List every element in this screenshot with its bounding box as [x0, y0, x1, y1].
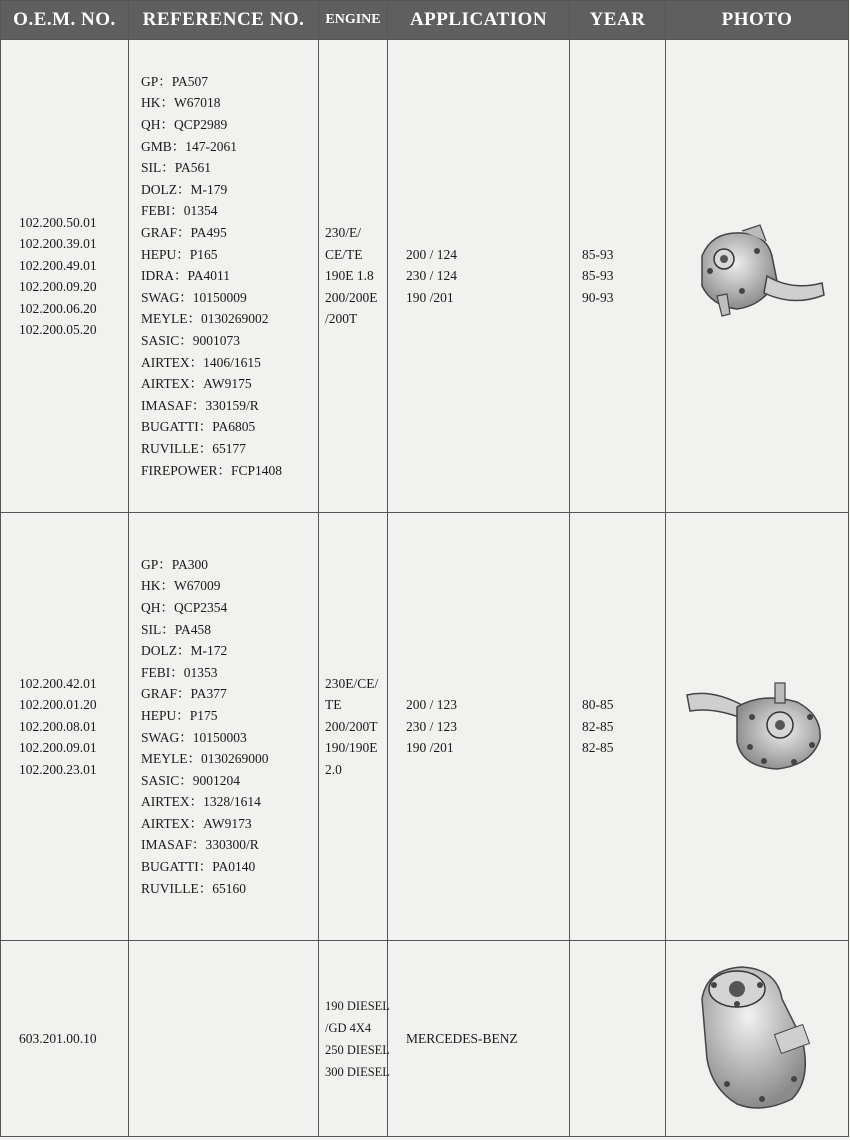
application-cell [388, 941, 570, 1137]
year-range: 82-85 [582, 740, 614, 756]
year-range: 80-85 [582, 697, 614, 713]
reference-number: RUVILLE：65160 [141, 880, 246, 896]
table-row [1, 513, 849, 941]
reference-number: HK：W67018 [141, 95, 221, 111]
reference-number: SIL：PA561 [141, 160, 212, 176]
reference-number: AIRTEX：1406/1615 [141, 354, 261, 370]
reference-number: QH：QCP2354 [141, 599, 228, 615]
header-oem: O.E.M. NO. [1, 1, 129, 40]
header-engine: ENGINE [319, 1, 388, 40]
header-photo: PHOTO [666, 1, 849, 40]
application-cell [388, 513, 570, 941]
reference-number: GRAF：PA377 [141, 686, 227, 702]
reference-number: AIRTEX：AW9175 [141, 376, 252, 392]
table-row [1, 941, 849, 1137]
oem-number: 102.200.23.01 [19, 761, 97, 777]
oem-number: 102.200.06.20 [19, 300, 97, 316]
water-pump-icon [682, 221, 832, 331]
reference-number: FEBI：01354 [141, 203, 218, 219]
oem-number: 102.200.42.01 [19, 675, 97, 691]
engine-line: 200/200E [325, 289, 378, 305]
oem-cell [1, 941, 129, 1137]
engine-line: 300 DIESEL [325, 1064, 390, 1079]
photo-cell [666, 513, 849, 941]
application-line: 190 /201 [406, 740, 454, 756]
reference-number: BUGATTI：PA0140 [141, 859, 256, 875]
oem-number: 102.200.08.01 [19, 718, 97, 734]
water-pump-icon [682, 959, 832, 1119]
year-cell [570, 40, 666, 513]
reference-number: FIREPOWER：FCP1408 [141, 462, 283, 478]
reference-number: DOLZ：M-179 [141, 181, 228, 197]
oem-number: 603.201.00.10 [19, 1030, 97, 1046]
application-line: 200 / 124 [406, 246, 458, 262]
oem-cell [1, 513, 129, 941]
engine-cell [319, 941, 388, 1137]
application-line: MERCEDES-BENZ [406, 1030, 518, 1046]
reference-number: FEBI：01353 [141, 664, 218, 680]
reference-number: IMASAF：330159/R [141, 397, 259, 413]
reference-number: GMB：147-2061 [141, 138, 238, 154]
engine-line: 230E/CE/ [325, 675, 379, 691]
table-row [1, 40, 849, 513]
engine-line: 190/190E [325, 740, 378, 756]
photo-cell [666, 40, 849, 513]
oem-number: 102.200.01.20 [19, 697, 97, 713]
engine-line: TE [325, 697, 342, 713]
reference-number: AIRTEX：1328/1614 [141, 794, 261, 810]
reference-number: SIL：PA458 [141, 621, 212, 637]
header-application: APPLICATION [388, 1, 570, 40]
oem-number: 102.200.50.01 [19, 214, 97, 230]
header-row [1, 1, 849, 40]
engine-cell [319, 40, 388, 513]
year-cell [570, 941, 666, 1137]
water-pump-icon [682, 677, 832, 777]
reference-number: MEYLE：0130269002 [141, 311, 269, 327]
year-cell [570, 513, 666, 941]
header-year: YEAR [570, 1, 666, 40]
reference-number: SASIC：9001073 [141, 332, 241, 348]
reference-cell [129, 941, 319, 1137]
engine-line: CE/TE [325, 246, 363, 262]
reference-number: HEPU：P175 [141, 707, 218, 723]
oem-number: 102.200.49.01 [19, 257, 97, 273]
engine-line: /200T [325, 311, 358, 327]
oem-number: 102.200.09.01 [19, 740, 97, 756]
year-range: 85-93 [582, 246, 614, 262]
reference-number: QH：QCP2989 [141, 117, 228, 133]
reference-number: SWAG：10150003 [141, 729, 247, 745]
reference-number: IMASAF：330300/R [141, 837, 259, 853]
reference-number: SWAG：10150009 [141, 289, 247, 305]
reference-number: RUVILLE：65177 [141, 440, 246, 456]
application-line: 230 / 124 [406, 268, 458, 284]
reference-number: MEYLE：0130269000 [141, 751, 269, 767]
header-reference: REFERENCE NO. [129, 1, 319, 40]
photo-cell [666, 941, 849, 1137]
application-line: 230 / 123 [406, 718, 458, 734]
reference-number: BUGATTI：PA6805 [141, 419, 256, 435]
engine-line: 200/200T [325, 718, 378, 734]
oem-number: 102.200.09.20 [19, 279, 97, 294]
year-range: 82-85 [582, 718, 614, 734]
reference-number: IDRA：PA4011 [141, 268, 231, 284]
reference-number: HEPU：P165 [141, 246, 218, 262]
engine-line: /GD 4X4 [325, 1020, 372, 1035]
reference-number: HK：W67009 [141, 578, 221, 594]
reference-number: GP：PA507 [141, 73, 209, 89]
application-line: 200 / 123 [406, 697, 458, 713]
oem-number: 102.200.05.20 [19, 322, 97, 337]
engine-line: 190 DIESEL [325, 998, 390, 1013]
year-range: 90-93 [582, 289, 614, 305]
application-line: 190 /201 [406, 289, 454, 305]
reference-cell [129, 40, 319, 513]
engine-line: 190E 1.8 [325, 268, 374, 284]
reference-number: GRAF：PA495 [141, 225, 227, 241]
reference-cell [129, 513, 319, 941]
engine-line: 2.0 [325, 761, 342, 777]
engine-line: 230/E/ [325, 225, 361, 241]
year-range: 85-93 [582, 268, 614, 284]
oem-number: 102.200.39.01 [19, 236, 97, 251]
reference-number: GP：PA300 [141, 556, 209, 572]
reference-number: SASIC：9001204 [141, 772, 241, 788]
oem-cell [1, 40, 129, 513]
reference-number: AIRTEX：AW9173 [141, 815, 252, 831]
application-cell [388, 40, 570, 513]
engine-line: 250 DIESEL [325, 1042, 390, 1057]
engine-cell [319, 513, 388, 941]
reference-number: DOLZ：M-172 [141, 643, 228, 659]
